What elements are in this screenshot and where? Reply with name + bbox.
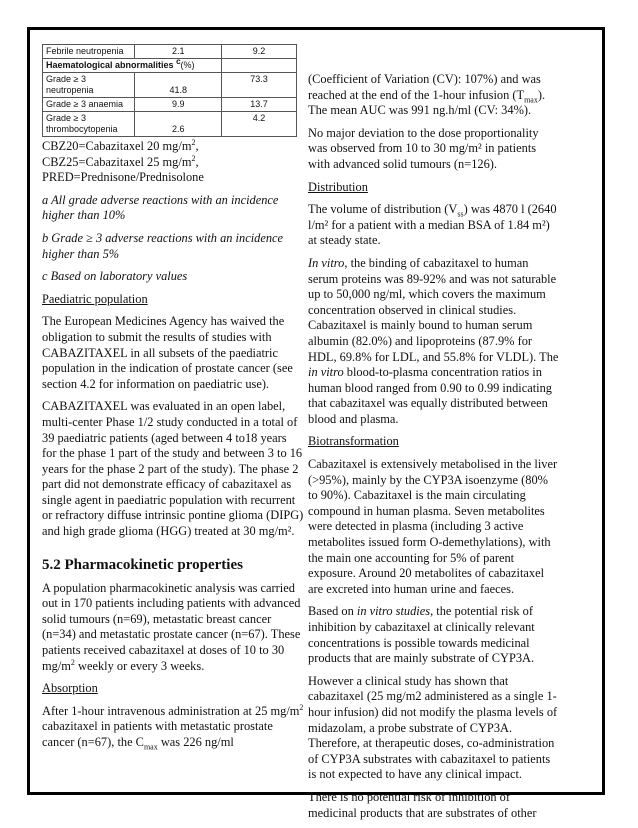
table-cell: 9.9 xyxy=(135,98,222,112)
italic-text: in vitro xyxy=(308,365,344,380)
paediatric-heading: Paediatric population xyxy=(42,291,148,306)
abbreviations xyxy=(42,139,304,186)
biotransformation-paragraph-3: However a clinical study has shown that cabazitaxel (25 mg/m2 administered as a single 1-hour infusion) did not modify the plasma levels of midazolam, a probe substrate of CYP3A. Therefore, at therapeutic doses, co-administration of CYP3A substrates with cabazitaxel to patients is not expected to have any clinical impact. xyxy=(308,673,558,782)
subscript: max xyxy=(143,742,158,752)
superscript: 2 xyxy=(70,657,75,667)
table-cell: Grade ≥ 3 anaemia xyxy=(43,98,135,112)
text: was 226 ng/ml xyxy=(157,735,234,749)
table-cell: Grade ≥ 3 thrombocytopenia xyxy=(43,112,135,137)
superscript: 2 xyxy=(191,137,196,147)
subscript: ss xyxy=(457,209,464,219)
text: ). The mean AUC was 991 ng.h/ml (CV: 34%). xyxy=(308,87,546,118)
biotransformation-paragraph-4: There is no potential risk of inhibition of medicinal products that are substrates of other xyxy=(308,789,537,820)
absorption-heading: Absorption xyxy=(42,681,98,696)
biotransformation-heading: Biotransformation xyxy=(308,434,399,449)
text: The volume of distribution (V xyxy=(308,202,458,217)
pk-paragraph-2 xyxy=(308,72,560,119)
biotransformation-paragraph-1: Cabazitaxel is extensively metabolised in the liver (>95%), mainly by the CYP3A isoenzyme (80% to 90%). Cabazitaxel is the main circulating compound in human plasma. Seven metabolites were detected in plasma (including 3 active metabolites issued form O-demethylations), with the main one accounting for 5% of parent exposure. Around 20 metabolites of cabazitaxel are excreted into human urine and faeces. xyxy=(308,457,558,596)
text: Based on xyxy=(308,604,357,619)
in-vitro-paragraph xyxy=(308,256,560,428)
table-cell: 9.2 xyxy=(221,45,296,59)
superscript: 2 xyxy=(191,153,196,163)
table-cell: Grade ≥ 3 neutropenia xyxy=(43,73,135,98)
distribution-heading: Distribution xyxy=(308,179,368,194)
text: , the binding of cabazitaxel to human serum proteins was 89-92% and was not saturable up to 50,000 ng/ml, which covers the maximum concentration observed in clinical studies. Cabazitaxel is mainly bound to human serum albumin (82.0%) and lipoproteins (87.9% for HDL, 69.8% for LDL, and 55.8% for VLDL). The xyxy=(308,255,559,364)
dose-proportionality-paragraph: No major deviation to the dose proportionality was observed from 10 to 30 mg/m² in patients with advanced solid tumours (n=126). xyxy=(308,125,539,171)
italic-text: in vitro studies xyxy=(356,604,431,619)
header-unit: (%) xyxy=(180,60,195,70)
section-title: 5.2 Pharmacokinetic properties xyxy=(42,556,243,573)
text: After 1-hour intravenous administration at 25 mg/m xyxy=(42,703,300,718)
paediatric-paragraph-2: CABAZITAXEL was evaluated in an open label, multi-center Phase 1/2 study conducted in a total of 39 paediatric patients (aged between 4 to18 years for the phase 1 part of the study and between 3 to 16 years for the phase 2 part of the study). The phase 2 part did not demonstrate efficacy of cabazitaxel as single agent in paediatric population with recurrent or refractory diffuse intrinsic pontine glioma (DIPG) and high grade glioma (HGG) treated at 30 mg/m². xyxy=(42,399,304,539)
paediatric-paragraph-1: The European Medicines Agency has waived the obligation to submit the results of studies with CABAZITAXEL in all subsets of the paediatric population in the indication of prostate cancer (see section 4.2 for information on paediatric use). xyxy=(42,314,293,391)
header-label: Haematological abnormalities xyxy=(46,60,174,70)
punct: , xyxy=(195,154,199,169)
text: ) was 4870 l (2640 l/m² for a patient with a median BSA of 1.84 m²) at steady state. xyxy=(308,202,557,248)
table-row xyxy=(43,98,297,112)
header-footnote-mark: c xyxy=(176,57,181,66)
subscript: max xyxy=(524,95,538,105)
table-cell: 2.6 xyxy=(135,112,222,137)
abbr-pred: PRED=Prednisone/Prednisolone xyxy=(42,170,204,185)
pk-paragraph-1 xyxy=(42,581,304,675)
table-row xyxy=(43,59,297,73)
footnote-b: b Grade ≥ 3 adverse reactions with an incidence higher than 5% xyxy=(42,230,284,261)
distribution-paragraph xyxy=(308,202,560,249)
text: , the potential risk of inhibition by cabazitaxel at clinically relevant concentrations is possible towards medicinal products that are mainly substrate of CYP3A. xyxy=(308,604,535,666)
text: cabazitaxel in patients with metastatic prostate cancer (n=67), the C xyxy=(42,719,273,749)
right-column xyxy=(308,72,560,828)
table-cell: 2.1 xyxy=(135,45,222,59)
table-cell: 13.7 xyxy=(221,98,296,112)
adverse-reactions-table xyxy=(42,44,297,137)
table-cell: 73.3 xyxy=(221,73,296,98)
punct: , xyxy=(195,139,199,153)
biotransformation-paragraph-2 xyxy=(308,604,560,666)
table-row xyxy=(43,45,297,59)
abbr-cbz25: CBZ25=Cabazitaxel 25 mg/m xyxy=(42,154,192,169)
table-row xyxy=(43,73,297,98)
text: blood-to-plasma concentration ratios in human blood ranged from 0.90 to 0.99 indicating that cabazitaxel was equally distributed between blood and plasma. xyxy=(308,365,552,426)
table-section-header xyxy=(43,59,222,73)
left-column xyxy=(42,44,304,758)
text: A population pharmacokinetic analysis was carried out in 170 patients including patients with advanced solid tumours (n=69), metastatic breast cancer (n=34) and metastatic prostate cancer (n=67). These patients received cabazitaxel at doses of 10 to 30 mg/m xyxy=(42,580,301,673)
absorption-paragraph xyxy=(42,704,304,751)
abbr-cbz20: CBZ20=Cabazitaxel 20 mg/m xyxy=(42,139,192,153)
table-cell xyxy=(221,59,296,73)
table-row xyxy=(43,112,297,137)
superscript: 2 xyxy=(299,702,304,712)
table-cell: 41.8 xyxy=(135,73,222,98)
text: weekly or every 3 weeks. xyxy=(74,658,205,673)
text: (Coefficient of Variation (CV): 107%) and was reached at the end of the 1-hour infusion (T xyxy=(308,72,541,102)
footnote-a: a All grade adverse reactions with an incidence higher than 10% xyxy=(42,192,279,223)
italic-text: In vitro xyxy=(308,255,345,270)
table-cell: Febrile neutropenia xyxy=(43,45,135,59)
footnote-c: c Based on laboratory values xyxy=(42,269,188,284)
table-cell: 4.2 xyxy=(221,112,296,137)
